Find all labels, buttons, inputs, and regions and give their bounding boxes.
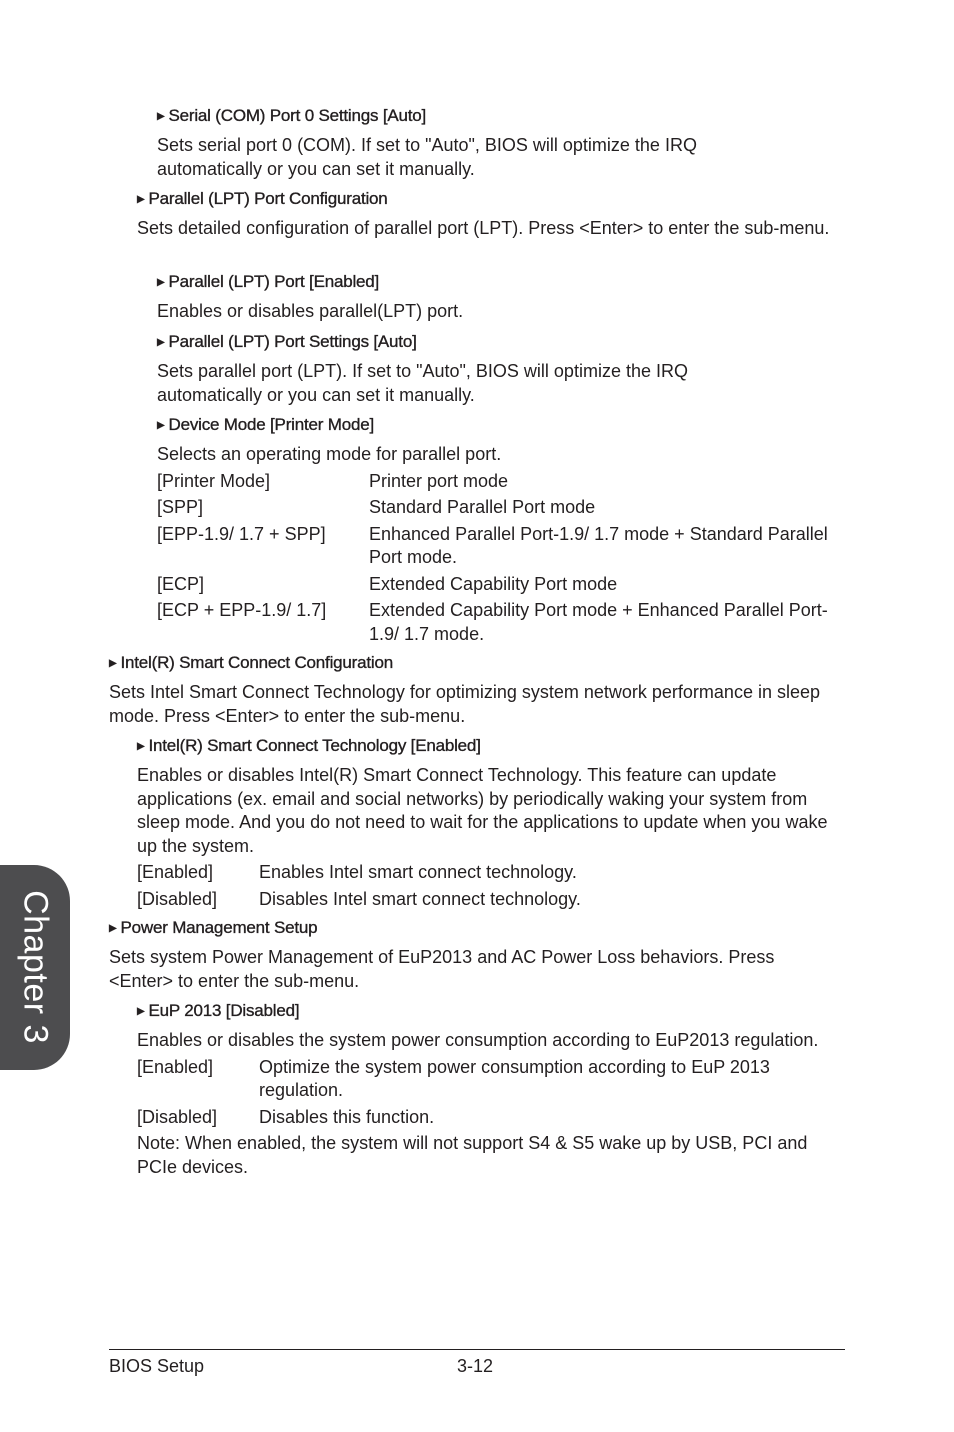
section-power-management-setup [109, 917, 839, 993]
option-row [137, 1106, 832, 1130]
option-key: [Printer Mode] [157, 470, 271, 491]
chapter-tab-label: Chapter 3 [16, 890, 55, 1044]
section-smart-connect-configuration [109, 652, 839, 728]
option-key: [ECP + EPP-1.9/ 1.7] [157, 600, 327, 620]
option-key: [SPP] [157, 497, 204, 517]
setting-description: Sets serial port 0 (COM). If set to "Auto", BIOS will optimize the IRQ automatically or you can set it manually. [157, 135, 697, 179]
triangle-bullet-icon: ▶ [157, 277, 165, 288]
setting-description: Enables or disables the system power consumption according to EuP2013 regulation. [137, 1030, 819, 1050]
setting-description: Sets parallel port (LPT). If set to "Auto", BIOS will optimize the IRQ automatically or you can set it manually. [157, 361, 688, 405]
option-value: Extended Capability Port mode + Enhanced Parallel Port-1.9/ 1.7 mode. [369, 600, 828, 644]
option-row [157, 573, 837, 597]
option-value: Optimize the system power consumption according to EuP 2013 regulation. [259, 1056, 770, 1100]
setting-heading: ▶ Serial (COM) Port 0 Settings [Auto] [157, 105, 797, 130]
triangle-bullet-icon: ▶ [109, 923, 117, 934]
setting-description: Enables or disables parallel(LPT) port. [157, 301, 464, 321]
setting-heading: ▶ Parallel (LPT) Port Settings [Auto] [157, 331, 797, 356]
setting-note: Note: When enabled, the system will not support S4 & S5 wake up by USB, PCI and PCIe devices. [137, 1133, 808, 1177]
triangle-bullet-icon: ▶ [157, 111, 165, 122]
footer-divider [109, 1349, 845, 1350]
option-row [157, 496, 837, 520]
option-value: Disables this function. [259, 1106, 435, 1127]
setting-description: Sets system Power Management of EuP2013 and AC Power Loss behaviors. Press <Enter> to enter the sub-menu. [109, 947, 775, 991]
triangle-bullet-icon: ▶ [157, 337, 165, 348]
option-value: Standard Parallel Port mode [369, 497, 596, 517]
section-smart-connect-technology [137, 735, 837, 911]
option-key: [ECP] [157, 573, 205, 594]
option-key: [Enabled] [137, 1056, 214, 1077]
setting-heading: ▶ Power Management Setup [109, 917, 839, 942]
footer-section-title: BIOS Setup [109, 1356, 205, 1376]
setting-description: Sets Intel Smart Connect Technology for optimizing system network performance in sleep mode. Press <Enter> to enter the sub-menu. [109, 682, 820, 726]
option-value: Enhanced Parallel Port-1.9/ 1.7 mode + Standard Parallel Port mode. [369, 523, 828, 567]
option-value: Extended Capability Port mode [369, 573, 618, 594]
section-serial-port0-settings [157, 105, 797, 181]
setting-description: Enables or disables Intel(R) Smart Connect Technology. This feature can update applications (ex. email and social networks) by periodically waking your system from sleep mode. And you do not need to wait for the applications to update when you wake up the system. [137, 765, 828, 856]
triangle-bullet-icon: ▶ [157, 420, 165, 431]
option-row [137, 1056, 832, 1103]
triangle-bullet-icon: ▶ [137, 741, 145, 752]
option-row [157, 470, 837, 494]
option-value: Disables Intel smart connect technology. [259, 888, 581, 909]
setting-heading: ▶ Intel(R) Smart Connect Configuration [109, 652, 839, 677]
setting-heading: ▶ Parallel (LPT) Port [Enabled] [157, 271, 797, 296]
setting-heading: ▶ Intel(R) Smart Connect Technology [Enabled] [137, 735, 837, 760]
option-value: Enables Intel smart connect technology. [259, 862, 577, 882]
triangle-bullet-icon: ▶ [109, 658, 117, 669]
triangle-bullet-icon: ▶ [137, 194, 145, 205]
option-key: [Disabled] [137, 888, 218, 909]
section-parallel-port [157, 271, 797, 324]
option-row [137, 861, 837, 885]
section-parallel-port-settings [157, 331, 797, 407]
section-parallel-port-configuration [137, 188, 837, 241]
setting-description: Selects an operating mode for parallel port. [157, 444, 502, 464]
option-row [137, 888, 837, 912]
setting-description: Sets detailed configuration of parallel port (LPT). Press <Enter> to enter the sub-menu. [137, 218, 830, 238]
option-key: [Disabled] [137, 1106, 218, 1127]
option-value: Printer port mode [369, 470, 509, 491]
option-row [157, 523, 837, 570]
section-eup2013 [137, 1000, 832, 1179]
option-row [157, 599, 837, 646]
triangle-bullet-icon: ▶ [137, 1006, 145, 1017]
option-key: [Enabled] [137, 862, 214, 882]
option-key: [EPP-1.9/ 1.7 + SPP] [157, 523, 326, 544]
setting-heading: ▶ EuP 2013 [Disabled] [137, 1000, 832, 1025]
section-device-mode [157, 414, 837, 646]
page-number: 3-12 [457, 1356, 494, 1376]
setting-heading: ▶ Device Mode [Printer Mode] [157, 414, 837, 439]
setting-heading: ▶ Parallel (LPT) Port Configuration [137, 188, 837, 213]
